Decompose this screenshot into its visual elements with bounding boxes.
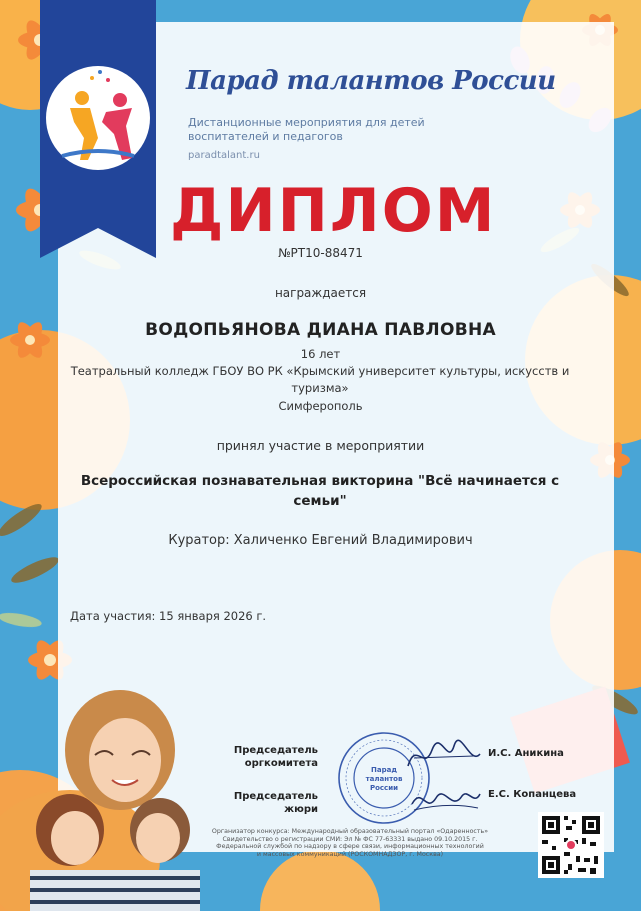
brand-subtitle: Дистанционные мероприятия для детей воспитателей и педагогов bbox=[188, 116, 425, 143]
brand-url: paradtalant.ru bbox=[188, 150, 260, 161]
qr-code[interactable] bbox=[538, 812, 604, 878]
footer-registration-note bbox=[206, 828, 494, 858]
chair-jury-label-line1: Председатель bbox=[233, 791, 318, 802]
recipient-name: ВОДОПЬЯНОВА ДИАНА ПАВЛОВНА bbox=[145, 320, 496, 340]
chair-org-label-line2: оргкомитета bbox=[244, 758, 318, 769]
chair-org-label bbox=[228, 744, 318, 770]
signature-jury-chair bbox=[408, 780, 484, 820]
footer-note-line4: и массовых коммуникаций (РОСКОМНАДЗОР, г. Москва) bbox=[256, 850, 444, 858]
participation-date: Дата участия: 15 января 2026 г. bbox=[70, 609, 267, 623]
family-illustration bbox=[0, 680, 240, 911]
recipient-organization: Театральный колледж ГБОУ ВО РК «Крымский университет культуры, искусств и туризма» bbox=[70, 364, 570, 395]
logo-ribbon bbox=[40, 0, 156, 258]
recipient-city: Симферополь bbox=[278, 399, 363, 413]
footer-note-line2: Свидетельство о регистрации СМИ: Эл № ФС 77-63331 выдано 09.10.2015 г. bbox=[222, 835, 478, 843]
chair-jury-name: Е.С. Копанцева bbox=[488, 789, 577, 800]
footer-note-line3: Федеральной службой по надзору в сфере связи, информационных технологий bbox=[216, 843, 484, 851]
signature-org-chair bbox=[404, 736, 484, 776]
chair-org-name: И.С. Аникина bbox=[488, 748, 564, 759]
stamp-text-3: России bbox=[369, 784, 399, 792]
participation-text: принял участие в мероприятии bbox=[216, 438, 425, 453]
recipient-age: 16 лет bbox=[300, 347, 341, 361]
diploma-title: ДИПЛОМ bbox=[170, 176, 497, 246]
event-name: Всероссийская познавательная викторина "Всё начинается с семьи" bbox=[80, 473, 560, 509]
brand-title: Парад талантов России bbox=[186, 66, 556, 96]
diploma-number: №РТ10-88471 bbox=[278, 246, 363, 260]
curator-line: Куратор: Халиченко Евгений Владимирович bbox=[168, 533, 473, 548]
chair-jury-label-line2: жюри bbox=[284, 804, 318, 815]
stamp-text-2: талантов bbox=[365, 775, 403, 783]
qr-code-icon bbox=[538, 812, 604, 878]
chair-org-label-line1: Председатель bbox=[233, 745, 318, 756]
stamp-text-1: Парад bbox=[371, 766, 397, 774]
awarded-text: награждается bbox=[274, 286, 367, 300]
chair-jury-label bbox=[228, 790, 318, 816]
footer-note-line1: Организатор конкурса: Международный образовательный портал «Одаренность» bbox=[211, 828, 489, 835]
